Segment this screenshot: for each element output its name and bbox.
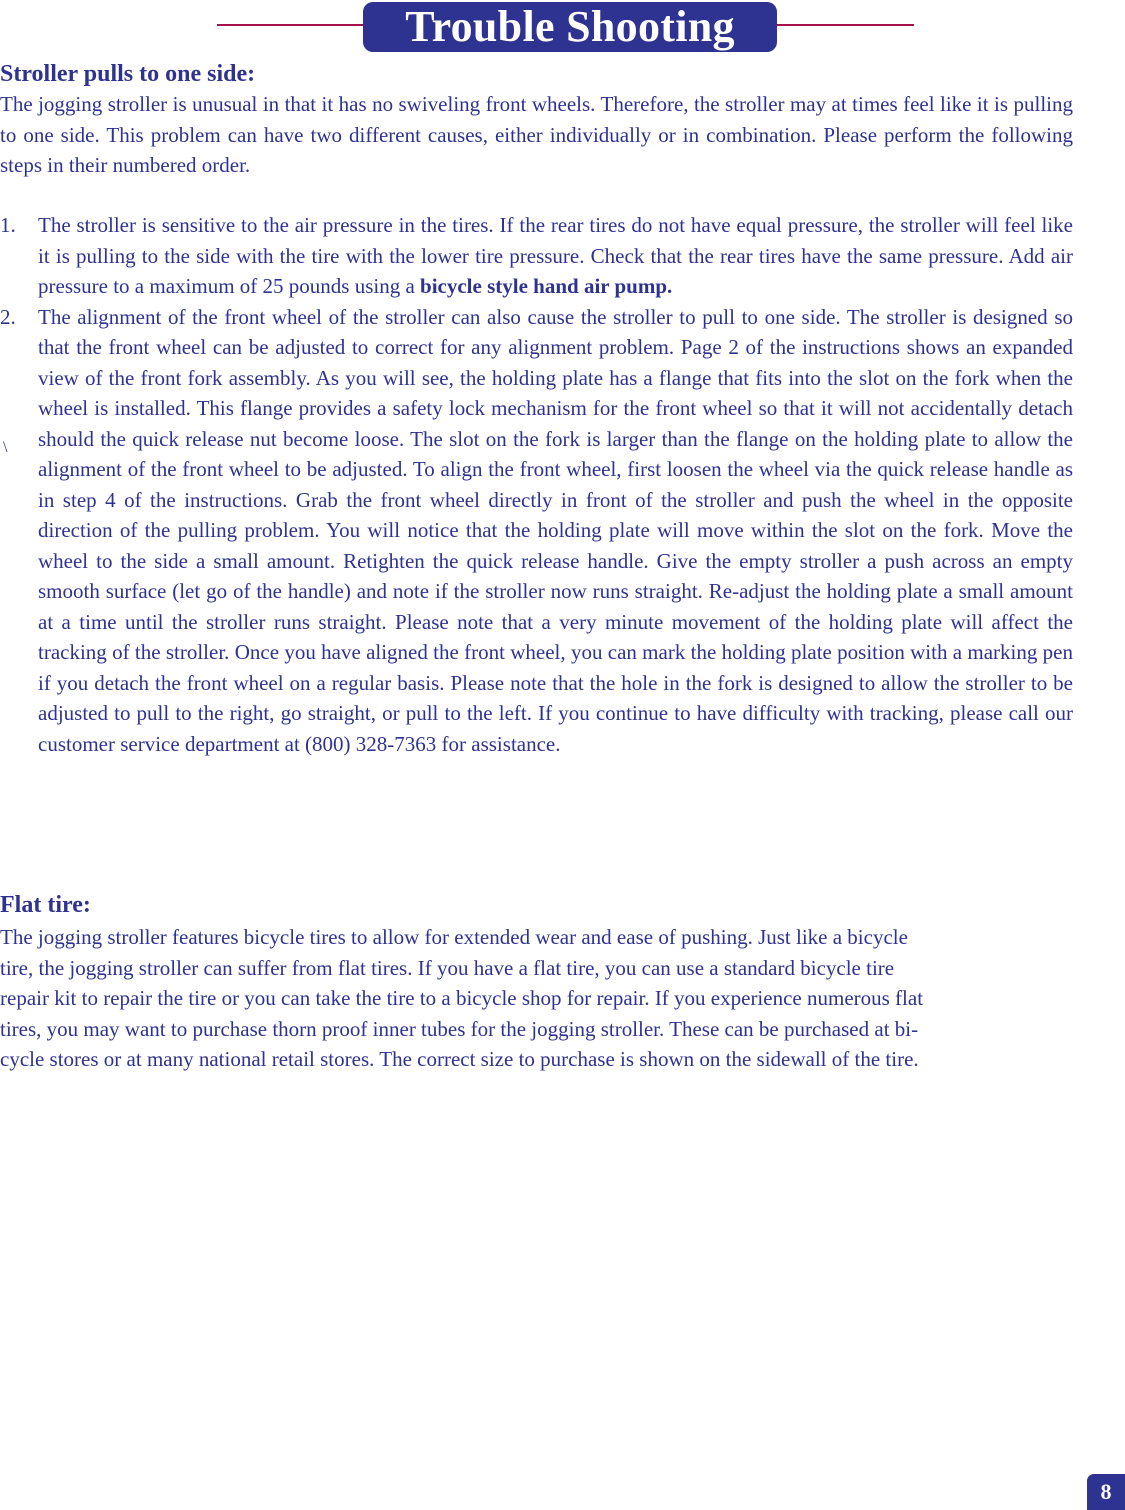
step-text: The stroller is sensitive to the air pressure in the tires. If the rear tires do not have equal pressure, the stroller will feel like it is pulling to the side with the tire with the lower tire pressure. Check that the rear tires have the same pressure. Add air pressure to a maximum of 25 pounds using a [38,213,1073,298]
header-rule-left [217,24,365,26]
flat-tire-body [0,922,1125,1075]
flat-tire-line: cycle stores or at many national retail stores. The correct size to purchase is shown on the sidewall of the tire. [0,1047,919,1071]
section-heading-stroller-pulls: Stroller pulls to one side: [0,61,256,87]
step-text-bold: bicycle style hand air pump. [420,274,673,298]
step-number: 2. [0,304,16,329]
stray-mark: \ [3,439,8,456]
list-item [0,302,1073,760]
flat-tire-line: tire, the jogging stroller can suffer from flat tires. If you have a flat tire, you can use a standard bicycle tire [0,955,895,980]
steps-list [0,210,1073,759]
page-title: Trouble Shooting [363,2,777,52]
header-rule-right [775,24,914,26]
flat-tire-line: repair kit to repair the tire or you can take the tire to a bicycle shop for repair. If you experience numerous flat [0,986,924,1010]
page-number: 8 [1087,1474,1125,1510]
flat-tire-line: The jogging stroller features bicycle tires to allow for extended wear and ease of pushing. Just like a bicycle [0,925,908,949]
step-text: The alignment of the front wheel of the stroller can also cause the stroller to pull to one side. The stroller is designed so that the front wheel can be adjusted to correct for any alignment problem. Page 2 of the instructions shows an expanded view of the front fork assembly. As you will see, the holding plate has a flange that fits into the slot on the fork when the wheel is installed. This flange provides a safety lock mechanism for the front wheel so that it will not accidentally detach should the quick release nut become loose. The slot on the fork is larger than the flange on the holding plate to allow the alignment of the front wheel to be adjusted. To align the front wheel, first loosen the wheel via the quick release handle as in step 4 of the instructions. Grab the front wheel directly in front of the stroller and push the wheel in the opposite direction of the pulling problem. You will notice that the holding plate will move within the slot on the fork. Move the wheel to the side a small amount. Retighten the quick release handle. Give the empty stroller a push across an empty smooth surface (let go of the handle) and note if the stroller now runs straight. Re-adjust the holding plate a small amount at a time until the stroller runs straight. Please note that a very minute movement of the holding plate will affect the tracking of the stroller. Once you have aligned the front wheel, you can mark the holding plate position with a marking pen if you detach the front wheel on a regular basis. Please note that the hole in the fork is designed to allow the stroller to be adjusted to pull to the right, go straight, or pull to the left. If you continue to have difficulty with tracking, please call our customer service department at (800) 328-7363 for assistance. [38,304,1073,756]
flat-tire-line: tires, you may want to purchase thorn proof inner tubes for the jogging stroller. These can be purchased at bi- [0,1016,919,1041]
section-heading-flat-tire: Flat tire: [0,892,91,918]
step-number: 1. [0,213,16,237]
list-item [0,210,1073,302]
stroller-pulls-intro: The jogging stroller is unusual in that it has no swiveling front wheels. Therefore, the stroller may at times feel like it is pulling to one side. This problem can have two different causes, either individually or in combination. Please perform the following steps in their numbered order. [0,92,1073,177]
